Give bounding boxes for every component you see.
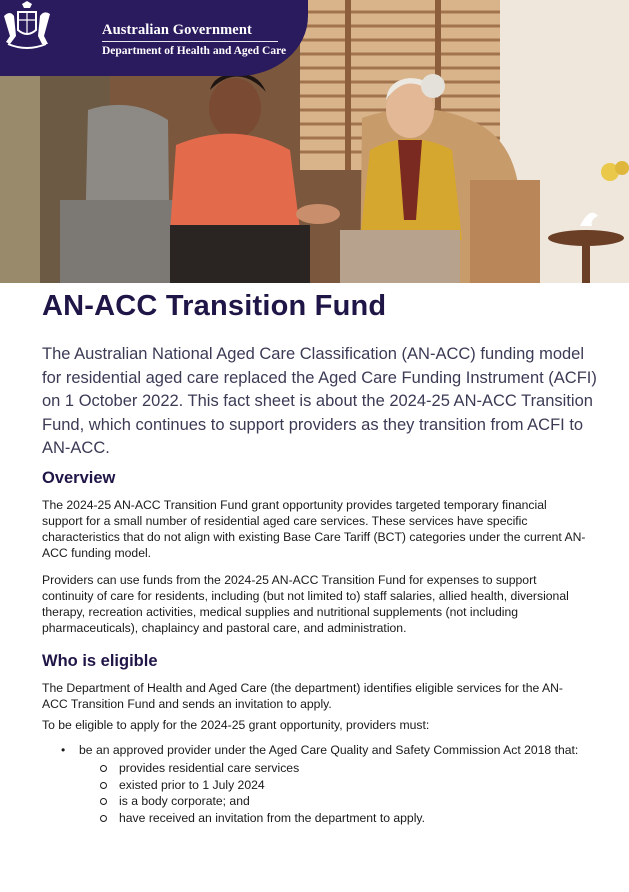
banner-divider	[102, 41, 278, 42]
intro-paragraph: The Australian National Aged Care Classification (AN-ACC) funding model for residential aged care replaced the Aged Care Funding Instrument (ACFI) on 1 October 2022. This fact sheet is about the 2024-25 AN-ACC Transition Fund, which continues to support providers as they transition from ACFI to AN-ACC.	[42, 345, 597, 457]
government-banner	[0, 0, 308, 76]
list-item: provides residential care services	[79, 760, 602, 777]
department-name: Department of Health and Aged Care	[102, 45, 287, 57]
overview-paragraph-1: The 2024-25 AN-ACC Transition Fund grant opportunity provides targeted temporary financial support for a small number of residential aged care services. These services have specific characteristics that do not align with existing Base Care Tariff (BCT) categories under the current AN-ACC funding model.	[42, 498, 586, 560]
eligibility-bullet-text: be an approved provider under the Aged Care Quality and Safety Commission Act 2018 that:	[79, 743, 579, 757]
overview-heading: Overview	[42, 469, 116, 487]
eligibility-sub-list	[79, 760, 602, 826]
list-item	[42, 742, 602, 826]
coat-of-arms-icon	[0, 0, 54, 50]
page-title: AN-ACC Transition Fund	[42, 290, 387, 322]
list-item: existed prior to 1 July 2024	[79, 777, 602, 794]
eligibility-paragraph-1: The Department of Health and Aged Care (the department) identifies eligible services for the AN-ACC Transition Fund and sends an invitation to apply.	[42, 681, 563, 711]
government-name: Australian Government	[102, 22, 252, 38]
list-item: have received an invitation from the department to apply.	[79, 810, 602, 827]
header-photo	[0, 0, 629, 283]
overview-paragraph-2: Providers can use funds from the 2024-25 AN-ACC Transition Fund for expenses to support continuity of care for residents, including (but not limited to) staff salaries, allied health, diversional therapy, recreation activities, medical supplies and nutritional supplements (not including pharmaceuticals), chaplaincy and pastoral care, and administration.	[42, 573, 569, 635]
list-item: is a body corporate; and	[79, 793, 602, 810]
eligibility-paragraph-2: To be eligible to apply for the 2024-25 grant opportunity, providers must:	[42, 718, 430, 732]
eligibility-criteria-list	[42, 742, 602, 826]
eligibility-heading: Who is eligible	[42, 652, 158, 670]
